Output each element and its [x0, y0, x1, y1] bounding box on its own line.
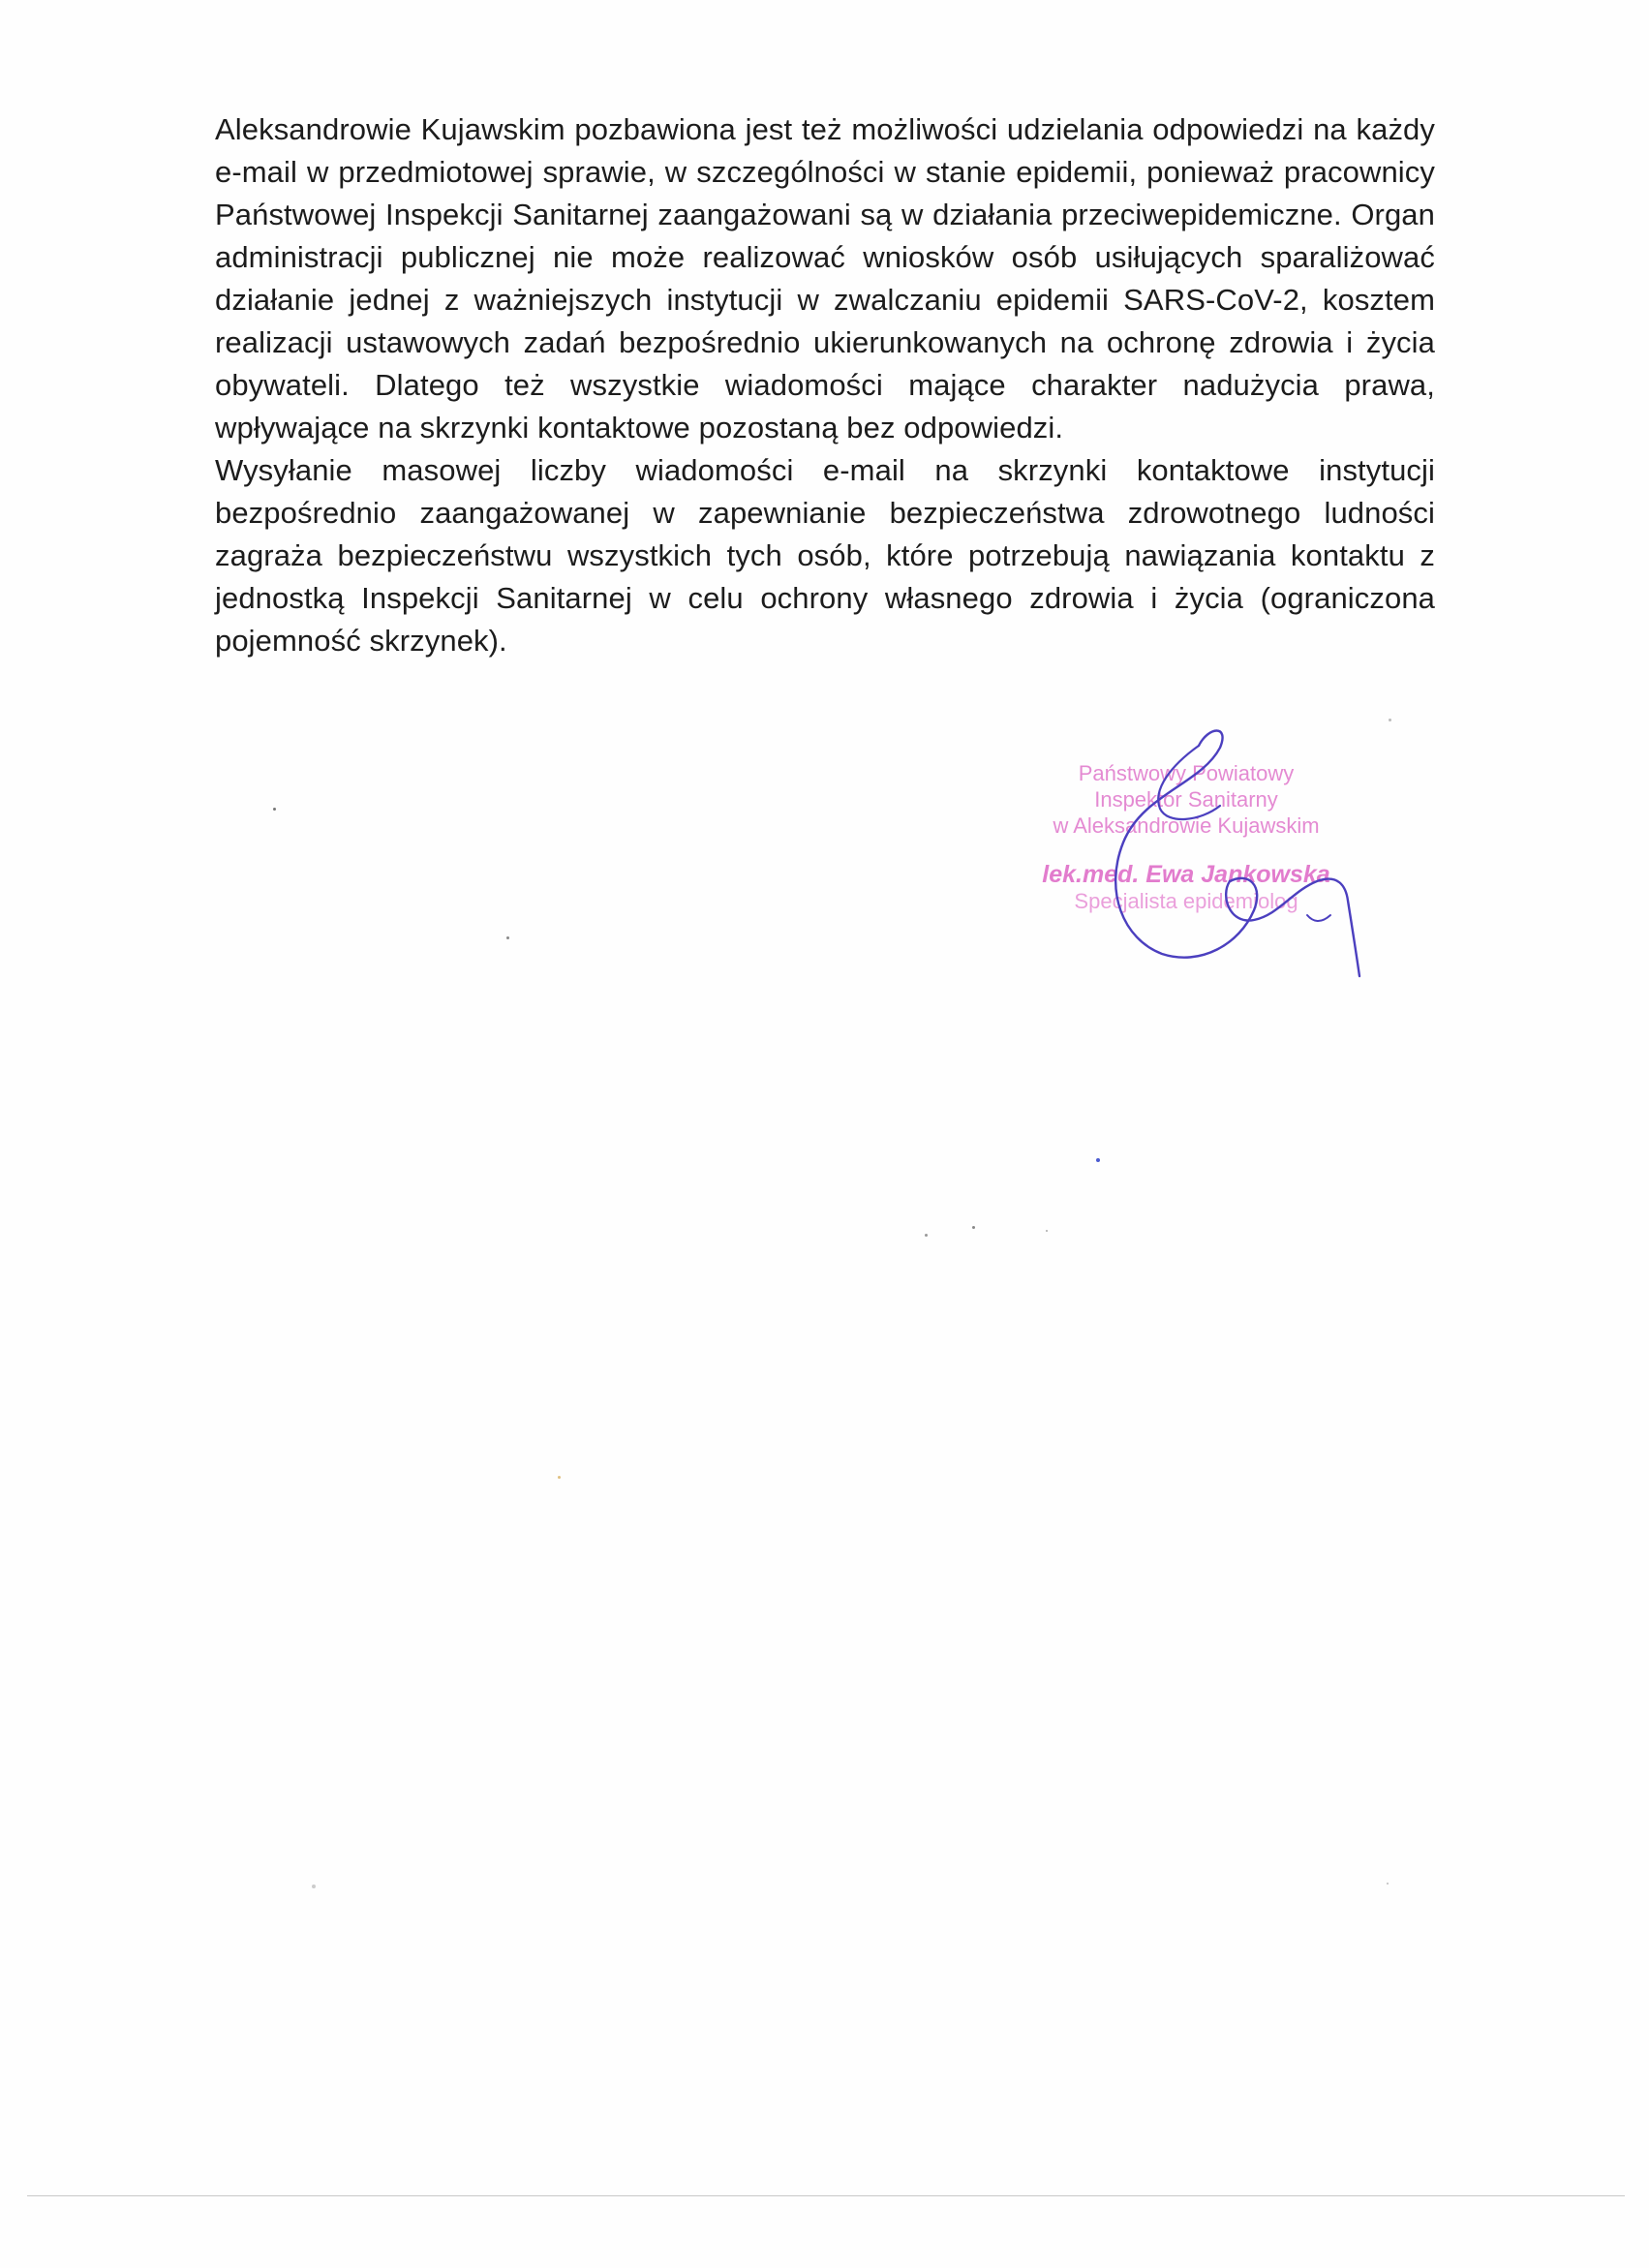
scan-speck [558, 1476, 561, 1479]
paragraph-2: Wysyłanie masowej liczby wiadomości e-mail na skrzynki kontaktowe instytucji bezpośrednio zaangażowanej w zapewnianie bezpieczeństwa zdrowotnego ludności zagraża bezpieczeństwu wszystkich tych osób, które potrzebują nawiązania kontaktu z jednostką Inspekcji Sanitarnej w celu ochrony własnego zdrowia i życia (ograniczona pojemność skrzynek). [215, 453, 1435, 658]
scan-speck [506, 936, 509, 939]
scan-edge-line [27, 2195, 1625, 2196]
stamp-name: lek.med. Ewa Jankowska [1042, 861, 1330, 888]
handwritten-signature [1084, 717, 1375, 988]
scan-speck [925, 1234, 928, 1237]
paragraph-1: Aleksandrowie Kujawskim pozbawiona jest też możliwości udzielania odpowiedzi na każdy e-mail w przedmiotowej sprawie, w szczególności w stanie epidemii, ponieważ pracownicy Państwowej Inspekcji Sanitarnej zaangażowani są w działania przeciwepidemiczne. Organ administracji publicznej nie może realizować wniosków osób usiłujących sparaliżować działanie jednej z ważniejszych instytucji w zwalczaniu epidemii SARS-CoV-2, kosztem realizacji ustawowych zadań bezpośrednio ukierunkowanych na ochronę zdrowia i życia obywateli. Dlatego też wszystkie wiadomości mające charakter nadużycia prawa, wpływające na skrzynki kontaktowe pozostaną bez odpowiedzi. [215, 112, 1435, 444]
scan-speck [1387, 1883, 1389, 1885]
stamp-role: Specjalista epidemiolog [1074, 889, 1298, 913]
stamp-line-2: Inspektor Sanitarny [1094, 787, 1278, 812]
scan-speck [972, 1226, 975, 1229]
scan-speck [273, 808, 276, 811]
stamp-line-3: w Aleksandrowie Kujawskim [1053, 813, 1320, 838]
scan-speck [1389, 719, 1391, 721]
stamp-line-1: Państwowy Powiatowy [1078, 761, 1295, 785]
scan-speck [312, 1885, 316, 1888]
scan-speck [1046, 1230, 1048, 1232]
document-body [215, 108, 1435, 662]
scan-speck [1096, 1158, 1100, 1162]
